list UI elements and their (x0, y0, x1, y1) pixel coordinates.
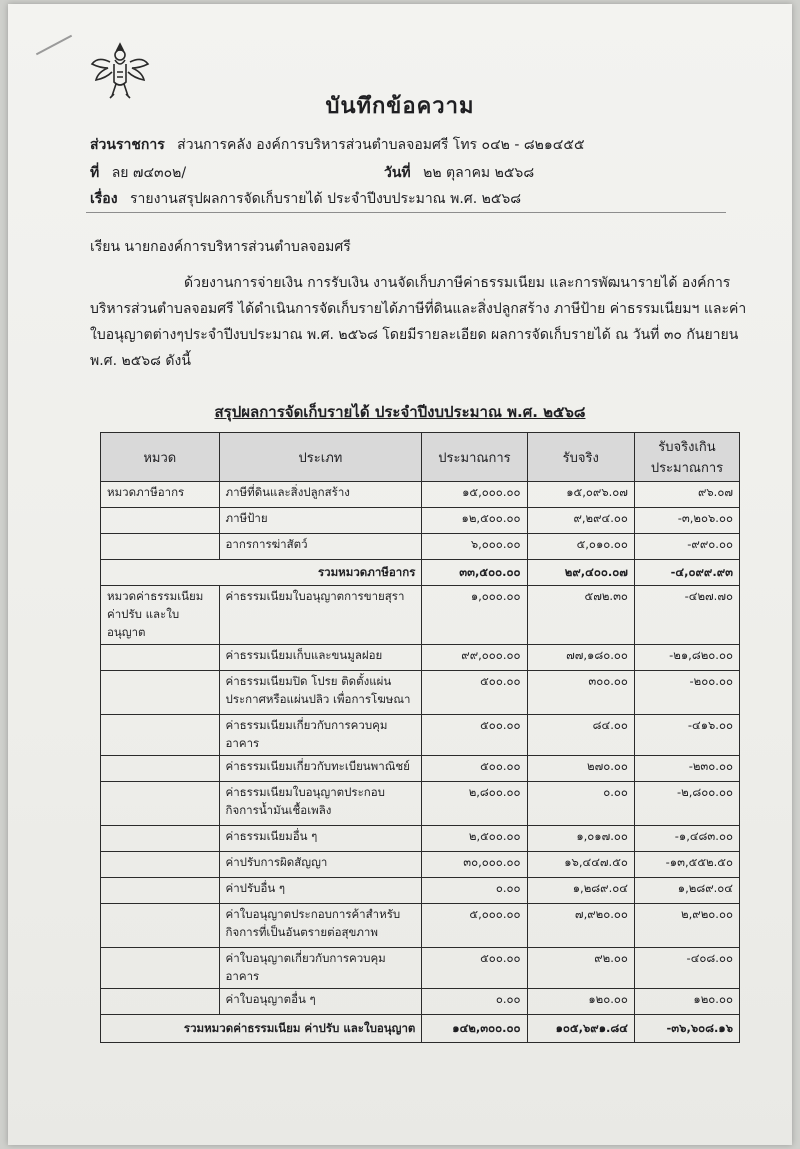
cell-type: ค่าธรรมเนียมเก็บและขนมูลฝอย (219, 645, 422, 671)
cell-estimate: ๑๒,๕๐๐.๐๐ (422, 508, 527, 534)
table-row (101, 826, 740, 852)
cell-category (101, 989, 220, 1015)
cell-category (101, 904, 220, 948)
cell-estimate: ๕๐๐.๐๐ (422, 948, 527, 989)
table-row (101, 534, 740, 560)
cell-category (101, 852, 220, 878)
cell-category (101, 826, 220, 852)
cell-type: ภาษีที่ดินและสิ่งปลูกสร้าง (219, 482, 422, 508)
cell-category: หมวดภาษีอากร (101, 482, 220, 508)
cell-category (101, 715, 220, 756)
subject-label: เรื่อง (90, 191, 118, 207)
date-line (384, 162, 534, 184)
table-row (101, 782, 740, 826)
cell-difference: -๓๖,๖๐๘.๑๖ (634, 1015, 739, 1043)
cell-estimate: ๑๕,๐๐๐.๐๐ (422, 482, 527, 508)
memo-title: บันทึกข้อความ (325, 94, 475, 119)
cell-difference: -๒๐๐.๐๐ (634, 671, 739, 715)
subtotal-row (101, 560, 740, 586)
table-row (101, 715, 740, 756)
table-row (101, 989, 740, 1015)
cell-difference: -๒๑,๘๒๐.๐๐ (634, 645, 739, 671)
ref-label: ที่ (90, 165, 100, 181)
header-divider (86, 212, 726, 213)
cell-category (101, 508, 220, 534)
cell-estimate: ๓๓,๕๐๐.๐๐ (422, 560, 527, 586)
cell-difference: -๒๓๐.๐๐ (634, 756, 739, 782)
cell-category: หมวดค่าธรรมเนียม ค่าปรับ และใบอนุญาต (101, 586, 220, 645)
subtotal-label: รวมหมวดค่าธรรมเนียม ค่าปรับ และใบอนุญาต (101, 1015, 422, 1043)
cell-type: ค่าปรับการผิดสัญญา (219, 852, 422, 878)
cell-actual: ๐.๐๐ (527, 782, 634, 826)
cell-actual: ๙๒.๐๐ (527, 948, 634, 989)
cell-estimate: ๑๔๒,๓๐๐.๐๐ (422, 1015, 527, 1043)
cell-difference: ๙๖.๐๗ (634, 482, 739, 508)
cell-estimate: ๕,๐๐๐.๐๐ (422, 904, 527, 948)
cell-estimate: ๐.๐๐ (422, 989, 527, 1015)
cell-category (101, 782, 220, 826)
cell-difference: -๑,๔๘๓.๐๐ (634, 826, 739, 852)
subject-line (90, 188, 521, 210)
table-row (101, 586, 740, 645)
revenue-table (100, 432, 740, 1043)
cell-type: ค่าใบอนุญาตประกอบการค้าสำหรับกิจการที่เป็นอันตรายต่อสุขภาพ (219, 904, 422, 948)
cell-category (101, 534, 220, 560)
cell-type: ค่าธรรมเนียมใบอนุญาตประกอบกิจการน้ำมันเชื้อเพลิง (219, 782, 422, 826)
cell-estimate: ๕๐๐.๐๐ (422, 715, 527, 756)
table-row (101, 756, 740, 782)
ref-line (90, 162, 186, 184)
cell-type: ค่าใบอนุญาตเกี่ยวกับการควบคุมอาคาร (219, 948, 422, 989)
cell-category (101, 645, 220, 671)
staple-mark (36, 35, 72, 56)
agency-label: ส่วนราชการ (90, 137, 165, 153)
cell-actual: ๑,๒๘๙.๐๔ (527, 878, 634, 904)
cell-actual: ๗๗,๑๘๐.๐๐ (527, 645, 634, 671)
cell-difference: -๓,๒๐๖.๐๐ (634, 508, 739, 534)
header-category: หมวด (101, 433, 220, 482)
cell-actual: ๗,๙๒๐.๐๐ (527, 904, 634, 948)
cell-actual: ๕๗๒.๓๐ (527, 586, 634, 645)
cell-estimate: ๕๐๐.๐๐ (422, 671, 527, 715)
cell-category (101, 756, 220, 782)
cell-actual: ๓๐๐.๐๐ (527, 671, 634, 715)
cell-difference: -๔๑๖.๐๐ (634, 715, 739, 756)
table-row (101, 904, 740, 948)
cell-difference: ๒,๙๒๐.๐๐ (634, 904, 739, 948)
cell-type: ค่าธรรมเนียมเกี่ยวกับทะเบียนพาณิชย์ (219, 756, 422, 782)
cell-difference: ๑๒๐.๐๐ (634, 989, 739, 1015)
cell-actual: ๘๔.๐๐ (527, 715, 634, 756)
cell-type: ค่าธรรมเนียมปิด โปรย ติดตั้งแผ่นประกาศหรือแผ่นปลิว เพื่อการโฆษณา (219, 671, 422, 715)
body-line-1: ด้วยงานการจ่ายเงิน การรับเงิน งานจัดเก็บภาษีค่าธรรมเนียม และการพัฒนารายได้ องค์การ (184, 275, 731, 291)
cell-type: อากรการฆ่าสัตว์ (219, 534, 422, 560)
table-row (101, 645, 740, 671)
cell-difference: ๑,๒๘๙.๐๔ (634, 878, 739, 904)
cell-difference: -๔,๐๙๙.๙๓ (634, 560, 739, 586)
cell-difference: -๔๒๗.๗๐ (634, 586, 739, 645)
date-label: วันที่ (384, 165, 411, 181)
ref-value: ลย ๗๔๓๐๒/ (111, 165, 187, 181)
memo-paper (8, 4, 792, 1145)
cell-actual: ๑๐๕,๖๙๑.๘๔ (527, 1015, 634, 1043)
body-line-2: บริหารส่วนตำบลจอมศรี ได้ดำเนินการจัดเก็บรายได้ภาษีที่ดินและสิ่งปลูกสร้าง ภาษีป้าย ค่าธรรมเนียมฯ และค่า (90, 301, 747, 317)
cell-actual: ๑๒๐.๐๐ (527, 989, 634, 1015)
agency-line (90, 134, 585, 156)
subject-value: รายงานสรุปผลการจัดเก็บรายได้ ประจำปีงบประมาณ พ.ศ. ๒๕๖๘ (130, 191, 522, 207)
cell-actual: ๒๗๐.๐๐ (527, 756, 634, 782)
salutation: เรียน นายกองค์การบริหารส่วนตำบลจอมศรี (90, 239, 351, 255)
header-type: ประเภท (219, 433, 422, 482)
summary-title: สรุปผลการจัดเก็บรายได้ ประจำปีงบประมาณ พ.ศ. ๒๕๖๘ (214, 403, 586, 421)
cell-estimate: ๑,๐๐๐.๐๐ (422, 586, 527, 645)
table-row (101, 948, 740, 989)
cell-difference: -๙๙๐.๐๐ (634, 534, 739, 560)
cell-estimate: ๕๐๐.๐๐ (422, 756, 527, 782)
table-row (101, 671, 740, 715)
body-line-3: ใบอนุญาตต่างๆประจำปีงบประมาณ พ.ศ. ๒๕๖๘ โดยมีรายละเอียด ผลการจัดเก็บรายได้ ณ วันที่ ๓๐ กันยายน (90, 327, 739, 343)
cell-category (101, 671, 220, 715)
cell-difference: -๒,๘๐๐.๐๐ (634, 782, 739, 826)
cell-actual: ๑๕,๐๙๖.๐๗ (527, 482, 634, 508)
cell-actual: ๕,๐๑๐.๐๐ (527, 534, 634, 560)
date-value: ๒๒ ตุลาคม ๒๕๖๘ (423, 165, 535, 181)
cell-estimate: ๒,๕๐๐.๐๐ (422, 826, 527, 852)
cell-actual: ๑๖,๔๔๗.๕๐ (527, 852, 634, 878)
subtotal-label: รวมหมวดภาษีอากร (101, 560, 422, 586)
cell-type: ค่าปรับอื่น ๆ (219, 878, 422, 904)
table-row (101, 878, 740, 904)
table-header-row (101, 433, 740, 482)
cell-type: ค่าธรรมเนียมเกี่ยวกับการควบคุมอาคาร (219, 715, 422, 756)
cell-category (101, 878, 220, 904)
table-row (101, 508, 740, 534)
cell-actual: ๑,๐๑๗.๐๐ (527, 826, 634, 852)
body-line-4: พ.ศ. ๒๕๖๘ ดังนี้ (90, 353, 191, 369)
cell-actual: ๒๙,๔๐๐.๐๗ (527, 560, 634, 586)
cell-estimate: ๒,๘๐๐.๐๐ (422, 782, 527, 826)
table-row (101, 852, 740, 878)
cell-category (101, 948, 220, 989)
header-actual: รับจริง (527, 433, 634, 482)
cell-actual: ๙,๒๙๔.๐๐ (527, 508, 634, 534)
cell-difference: -๔๐๘.๐๐ (634, 948, 739, 989)
header-estimate: ประมาณการ (422, 433, 527, 482)
cell-difference: -๑๓,๕๕๒.๕๐ (634, 852, 739, 878)
cell-estimate: ๖,๐๐๐.๐๐ (422, 534, 527, 560)
agency-value: ส่วนการคลัง องค์การบริหารส่วนตำบลจอมศรี โทร ๐๔๒ - ๘๒๑๔๕๕ (177, 137, 585, 153)
subtotal-row (101, 1015, 740, 1043)
table-row (101, 482, 740, 508)
cell-type: ค่าธรรมเนียมอื่น ๆ (219, 826, 422, 852)
cell-estimate: ๙๙,๐๐๐.๐๐ (422, 645, 527, 671)
cell-type: ภาษีป้าย (219, 508, 422, 534)
cell-estimate: ๐.๐๐ (422, 878, 527, 904)
cell-type: ค่าใบอนุญาตอื่น ๆ (219, 989, 422, 1015)
cell-type: ค่าธรรมเนียมใบอนุญาตการขายสุรา (219, 586, 422, 645)
header-difference: รับจริงเกิน ประมาณการ (634, 433, 739, 482)
cell-estimate: ๓๐,๐๐๐.๐๐ (422, 852, 527, 878)
